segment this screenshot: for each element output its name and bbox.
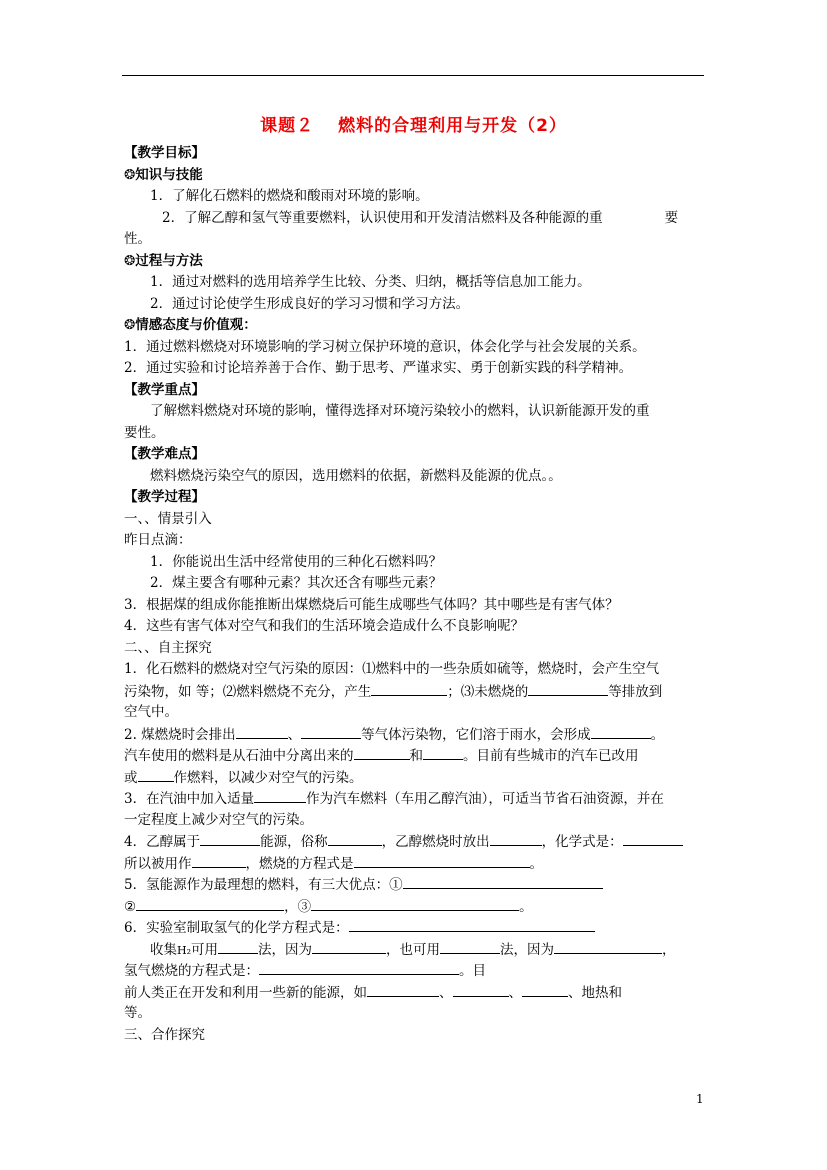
difficulties-text: 燃料燃烧污染空气的原因，选用燃料的依据，新燃料及能源的优点。。 [150, 467, 562, 484]
exercise-2: 2. 煤燃烧时会排出 、 等气体污染物，它们溶于雨水，会形成 。 [124, 724, 724, 746]
key-points-text: 了解燃料燃烧对环境的影响，懂得选择对环境污染较小的燃料，认识新能源开发的重 [150, 403, 650, 419]
exercise-3-end: 一定程度上减少对空气的污染。 [124, 811, 313, 828]
exercise-6-cont: 前人类正在开发和利用一些新的能源，如 、 、 、地热和 [124, 982, 724, 1004]
blank[interactable] [254, 788, 306, 803]
process-item: 2．通过讨论使学生形成良好的学习习惯和学习方法。 [150, 295, 470, 312]
blank[interactable] [522, 982, 568, 997]
blank[interactable] [236, 724, 288, 739]
page-number: 1 [696, 1092, 704, 1106]
blank[interactable] [311, 896, 519, 911]
blank[interactable] [301, 724, 361, 739]
blank[interactable] [354, 745, 410, 760]
exercise-5-cont: ② ，③ 。 [124, 896, 724, 918]
exercise-1-end: 空气中。 [124, 704, 178, 720]
exercise-6-end: 等。 [124, 1005, 151, 1021]
blank[interactable] [591, 724, 651, 739]
title-topic: 燃料的合理利用与开发（2） [338, 116, 567, 136]
blank[interactable] [367, 982, 439, 997]
attitude-heading: ❂情感态度与价值观： [124, 317, 257, 333]
question-4: 4．这些有害气体对空气和我们的生活环境会造成什么不良影响呢？ [124, 618, 525, 634]
blank[interactable] [354, 853, 530, 868]
blank[interactable] [403, 874, 603, 889]
question-3: 3．根据煤的组成你能推断出煤燃烧后可能生成哪些气体吗？其中哪些是有害气体？ [124, 596, 619, 613]
blank[interactable] [200, 831, 260, 846]
process-heading: ❂过程与方法 [124, 252, 203, 269]
blank[interactable] [138, 767, 174, 782]
blank[interactable] [328, 831, 382, 846]
blank[interactable] [490, 831, 542, 846]
attitude-item: 1．通过燃料燃烧对环境影响的学习树立保护环境的意识，体会化学与社会发展的关系。 [124, 338, 646, 355]
blank[interactable] [623, 831, 683, 846]
blank[interactable] [136, 896, 284, 911]
question-2: 2．煤主要含有哪种元素？其次还含有哪些元素？ [150, 575, 443, 591]
process-section-heading: 【教学过程】 [124, 489, 205, 505]
exercise-5: 5．氢能源作为最理想的燃料，有三大优点：① [124, 874, 724, 896]
page-title [0, 111, 827, 136]
exercise-4: 4．乙醇属于 能源，俗称 ，乙醇燃烧时放出 ，化学式是： [124, 831, 724, 853]
blank[interactable] [371, 681, 447, 696]
knowledge-item: 2．了解乙醇和氢气等重要燃料，认识使用和开发清洁燃料及各种能源的重 要 [162, 209, 679, 226]
knowledge-item: 1．了解化石燃料的燃烧和酸雨对环境的影响。 [150, 188, 429, 204]
objectives-heading: 【教学目标】 [124, 145, 205, 161]
section-cooperation: 三、合作探究 [124, 1026, 205, 1043]
blank[interactable] [528, 681, 608, 696]
exercise-6-cont: 氢气燃烧的方程式是： 。目 [124, 960, 724, 982]
blank[interactable] [259, 960, 459, 975]
exercise-2-end: 或 作燃料，以减少对空气的污染。 [124, 767, 724, 789]
blank[interactable] [423, 745, 463, 760]
blank[interactable] [554, 939, 662, 954]
title-lesson: 课题２ [260, 116, 315, 136]
exercise-4-cont: 所以被用作 ，燃烧的方程式是 。 [124, 853, 724, 875]
exercise-1: 1．化石燃料的燃烧对空气污染的原因：⑴燃料中的一些杂质如硫等，燃烧时，会产生空气 [124, 661, 660, 677]
exercise-6-cont: 收集H₂可用 法，因为 ，也可用 法，因为 ， [124, 939, 724, 961]
exercise-2-cont: 汽车使用的燃料是从石油中分离出来的 和 。目前有些城市的汽车已改用 [124, 745, 724, 767]
blank[interactable] [312, 939, 386, 954]
document-body [124, 143, 724, 1046]
blank[interactable] [453, 982, 509, 997]
review-label: 昨日点滴： [124, 532, 192, 548]
question-1: 1．你能说出生活中经常使用的三种化石燃料吗？ [150, 553, 443, 570]
difficulties-heading: 【教学难点】 [124, 446, 205, 462]
attitude-item: 2．通过实验和讨论培养善于合作、勤于思考、严谨求实、勇于创新实践的科学精神。 [124, 360, 633, 376]
exercise-6: 6．实验室制取氢气的化学方程式是： [124, 917, 724, 939]
key-points-text-cont: 要性。 [124, 424, 165, 441]
blank[interactable] [192, 853, 246, 868]
knowledge-item-cont: 性。 [124, 231, 151, 247]
knowledge-heading: ❂知识与技能 [124, 166, 203, 183]
key-points-heading: 【教学重点】 [124, 381, 205, 398]
header-rule [122, 75, 704, 76]
exercise-1-cont: 污染物，如 等；⑵燃料燃烧不充分，产生 ；⑶未燃烧的 等排放到 [124, 681, 724, 703]
process-item: 1．通过对燃料的选用培养学生比较、分类、归纳，概括等信息加工能力。 [150, 274, 591, 290]
blank[interactable] [218, 939, 258, 954]
section-self-study: 二、、自主探究 [124, 639, 212, 656]
section-intro: 一、、情景引入 [124, 510, 212, 527]
exercise-3: 3．在汽油中加入适量 作为汽车燃料（车用乙醇汽油），可适当节省石油资源，并在 [124, 788, 724, 810]
blank[interactable] [349, 917, 595, 932]
blank[interactable] [440, 939, 500, 954]
